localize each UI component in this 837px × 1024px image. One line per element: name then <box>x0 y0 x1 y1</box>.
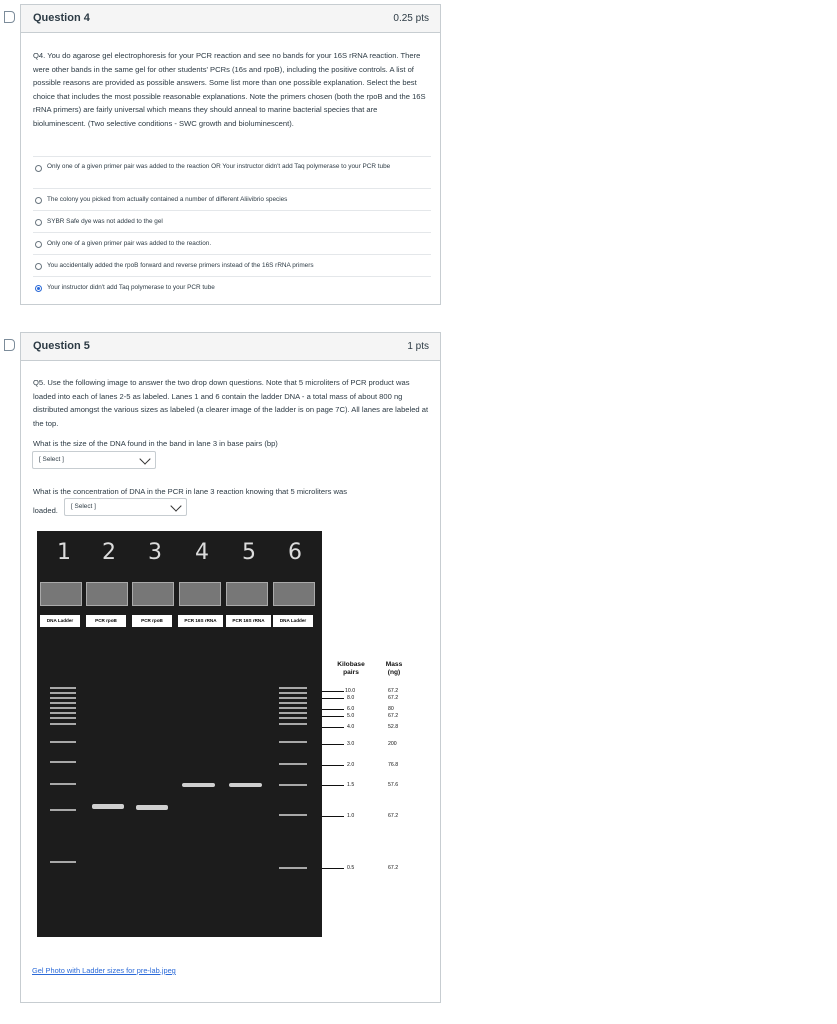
radio-button[interactable] <box>35 219 42 226</box>
pcr-band-lane-4 <box>182 783 215 787</box>
flag-question-5-icon[interactable] <box>4 339 15 351</box>
answer-label: Your instructor didn't add Taq polymerase to your PCR tube <box>47 284 215 291</box>
answer-label: You accidentally added the rpoB forward and reverse primers instead of the 16S rRNA primers <box>47 262 314 269</box>
gel-well <box>86 582 128 606</box>
answer-option[interactable] <box>33 210 431 232</box>
lane-label: DNA Ladder <box>273 615 313 627</box>
gel-photo-link[interactable]: Gel Photo with Ladder sizes for pre-lab.jpeg <box>32 966 176 975</box>
marker-kb: 5.0 <box>347 713 355 719</box>
legend-mass: Mass (ng) <box>385 661 403 676</box>
answer-label: Only one of a given primer pair was added to the reaction OR Your instructor didn't add Taq polymerase to your PCR tube <box>47 163 391 170</box>
pcr-band-lane-5 <box>229 783 262 787</box>
answer-option[interactable] <box>33 232 431 254</box>
marker-ng: 52.8 <box>388 724 399 730</box>
radio-button[interactable] <box>35 241 42 248</box>
gel-well <box>273 582 315 606</box>
answer-label: The colony you picked from actually contained a number of different Aliivibrio species <box>47 196 288 203</box>
gel-well <box>179 582 221 606</box>
gel-well <box>132 582 174 606</box>
radio-button-selected[interactable] <box>35 285 42 292</box>
answer-label: Only one of a given primer pair was added to the reaction. <box>47 240 212 247</box>
question-5-sub2b: loaded. <box>33 506 58 515</box>
marker-kb: 4.0 <box>347 724 355 730</box>
lane-number: 5 <box>242 540 256 565</box>
marker-ng: 80 <box>388 706 394 712</box>
answer-label: SYBR Safe dye was not added to the gel <box>47 218 163 225</box>
marker-kb: 2.0 <box>347 762 355 768</box>
marker-ng: 57.6 <box>388 782 399 788</box>
pcr-band-lane-3 <box>136 805 168 810</box>
lane-label: PCR rpoB <box>132 615 172 627</box>
question-5-header <box>21 333 440 361</box>
lane-number: 4 <box>195 540 209 565</box>
marker-ng: 67.2 <box>388 713 399 719</box>
lane-label: PCR 16S rRNA <box>178 615 223 627</box>
chevron-down-icon <box>170 500 181 511</box>
lane-label: PCR rpoB <box>86 615 126 627</box>
marker-kb: 10.0 <box>345 688 356 694</box>
lane-number: 6 <box>288 540 302 565</box>
radio-button[interactable] <box>35 165 42 172</box>
flag-question-4-icon[interactable] <box>4 11 15 23</box>
gel-well <box>40 582 82 606</box>
marker-kb: 0.5 <box>347 865 355 871</box>
answer-option[interactable] <box>33 188 431 210</box>
question-5-sub2a: What is the concentration of DNA in the PCR in lane 3 reaction knowing that 5 microliters was <box>33 487 348 496</box>
select-placeholder: [ Select ] <box>71 503 96 510</box>
legend-kilobase-pairs: Kilobase pairs <box>337 661 365 676</box>
answer-option[interactable] <box>33 254 431 276</box>
marker-ng: 67.2 <box>388 813 399 819</box>
lane-number: 1 <box>57 540 71 565</box>
marker-ng: 67.2 <box>388 695 399 701</box>
marker-ng: 67.2 <box>388 865 399 871</box>
lane-number: 3 <box>148 540 162 565</box>
select-placeholder: [ Select ] <box>39 456 64 463</box>
question-5-points: 1 pts <box>407 341 429 352</box>
question-4-header <box>21 5 440 33</box>
question-5-title: Question 5 <box>33 340 90 352</box>
marker-kb: 3.0 <box>347 741 355 747</box>
question-4-card <box>20 4 441 305</box>
size-select-dropdown[interactable] <box>32 451 156 469</box>
question-4-title: Question 4 <box>33 12 90 24</box>
question-5-sub1: What is the size of the DNA found in the band in lane 3 in base pairs (bp) <box>33 439 278 448</box>
lane-number: 2 <box>102 540 116 565</box>
question-4-text: Q4. You do agarose gel electrophoresis for your PCR reaction and see no bands for your 16S rRNA reaction. There were other bands in the same gel for other students' PCRs (16s and rpoB), including the positive controls. A list of possible reasons are provided as possible answers. Some list more than one possible explanation. Select the best choice that includes the most possible reasonable explanations. Note the primers chosen (both the rpoB and the 16S rRNA primers) are fairly universal which means they should anneal to marine bacterial species that are bioluminescent. (Two selective conditions - SWC growth and bioluminescent). <box>33 51 426 128</box>
pcr-band-lane-2 <box>92 804 124 809</box>
question-5-text: Q5. Use the following image to answer the two drop down questions. Note that 5 microliters of PCR product was loaded into each of lanes 2-5 as labeled. Lanes 1 and 6 contain the ladder DNA - a total mass of about 800 ng distributed amongst the various sizes as labeled (a clearer image of the ladder is on page 7C). All lanes are labeled at the top. <box>33 378 429 428</box>
lane-label: PCR 16S rRNA <box>226 615 271 627</box>
marker-ng: 67.2 <box>388 688 399 694</box>
marker-ng: 76.8 <box>388 762 399 768</box>
marker-kb: 1.0 <box>347 813 355 819</box>
lane-label: DNA Ladder <box>40 615 80 627</box>
gel-image <box>37 531 322 937</box>
marker-kb: 6.0 <box>347 706 355 712</box>
marker-kb: 8.0 <box>347 695 355 701</box>
marker-kb: 1.5 <box>347 782 355 788</box>
question-4-points: 0.25 pts <box>393 13 429 24</box>
marker-ng: 200 <box>388 741 397 747</box>
answer-option-selected[interactable] <box>33 276 431 298</box>
radio-button[interactable] <box>35 263 42 270</box>
chevron-down-icon <box>139 453 150 464</box>
radio-button[interactable] <box>35 197 42 204</box>
concentration-select-dropdown[interactable] <box>64 498 187 516</box>
answer-option[interactable] <box>33 156 431 186</box>
gel-well <box>226 582 268 606</box>
